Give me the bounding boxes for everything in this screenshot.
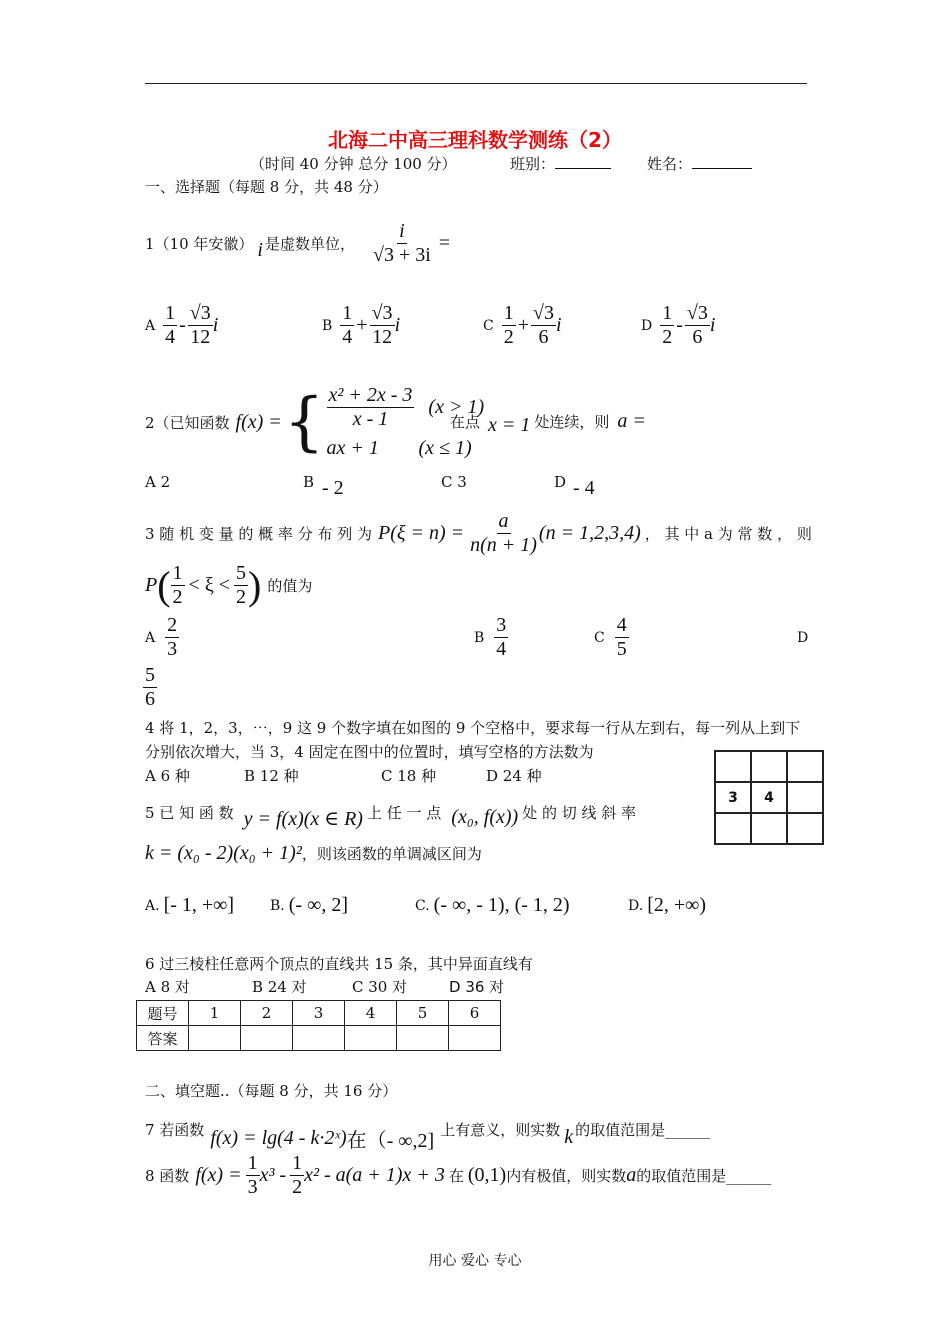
q3-formula-left: P(ξ = n) = — [378, 522, 465, 544]
q2-case2 — [327, 437, 485, 460]
q8-t1: x³ - — [259, 1164, 287, 1186]
q5-mid: 上 任 一 点 — [366, 804, 442, 822]
class-label: 班别： — [510, 155, 556, 173]
q2-option-d-value: - 4 — [573, 477, 595, 499]
q1-prefix: 1（10 年安徽） — [145, 235, 254, 253]
grid-cell — [751, 751, 787, 782]
option-i: i — [394, 314, 401, 336]
option-frac — [502, 302, 516, 349]
answer-cell[interactable] — [189, 1026, 241, 1051]
q2-mid: 在点 — [450, 413, 481, 431]
q8-frac1 — [246, 1152, 260, 1199]
answer-cell[interactable] — [397, 1026, 449, 1051]
q2-option-b-label[interactable]: B — [303, 473, 315, 491]
q7-tail: 上有意义，则实数 — [440, 1121, 561, 1139]
q4-option-a[interactable]: A 6 种 — [145, 767, 190, 785]
q3-option-d[interactable] — [797, 630, 818, 646]
answer-cell[interactable] — [345, 1026, 397, 1051]
grid-cell: 4 — [751, 782, 787, 813]
table-cell: 答案 — [137, 1026, 189, 1051]
q6-line1: 6 过三棱柱任意两个顶点的直线共 15 条，其中异面直线有 — [145, 955, 533, 973]
q1-eq: = — [438, 232, 451, 254]
option-label: B. — [270, 897, 285, 914]
option-frac — [165, 614, 179, 661]
name-blank[interactable] — [692, 154, 752, 169]
option-label: A — [145, 317, 156, 334]
answer-cell[interactable] — [449, 1026, 501, 1051]
q8-n2: 1 — [292, 1152, 303, 1174]
q4-line2: 分别依次增大，当 3，4 固定在图中的位置时，填写空格的方法数为 — [145, 743, 594, 761]
name-field[interactable] — [647, 153, 752, 174]
question-8 — [145, 1152, 771, 1199]
question-1 — [145, 220, 450, 267]
option-frac — [660, 302, 674, 349]
option-label: C — [483, 317, 494, 334]
q1-option-b[interactable] — [322, 302, 400, 349]
q2-fx: f(x) = — [235, 410, 282, 433]
q4-number-grid — [714, 750, 824, 845]
q3-frac-num: a — [498, 510, 509, 532]
table-cell: 3 — [293, 1001, 345, 1026]
q5-func: y = f(x)(x ∈ R) — [243, 808, 363, 830]
option-label: D — [641, 317, 653, 334]
option-label: B — [322, 317, 333, 334]
q2-case1-cond: (x > 1) — [428, 396, 485, 418]
option-operator: - — [179, 314, 186, 336]
q5-k-formula: k = (x₀ - 2)(x₀ + 1)² — [145, 842, 302, 864]
option-frac-num: 2 — [167, 614, 178, 636]
q2-case1-den: x - 1 — [352, 408, 389, 430]
q3-p-frac2 — [234, 562, 248, 609]
q3-p: P — [145, 574, 158, 596]
q3-line1-prefix: 3 随 机 变 量 的 概 率 分 布 列 为 — [145, 525, 372, 543]
option-label: D — [797, 630, 809, 646]
q7-interval: 在（- ∞,2] — [346, 1130, 435, 1152]
q2-brace: { — [283, 385, 325, 459]
q4-option-d[interactable]: D 24 种 — [486, 767, 542, 785]
q2-point: x = 1 — [488, 414, 531, 436]
option-frac-num: 1 — [662, 302, 673, 324]
q5-option-a[interactable] — [145, 894, 234, 917]
q3-left-paren: ( — [157, 562, 171, 608]
q3-line2 — [145, 562, 312, 609]
q5-option-b[interactable] — [270, 894, 348, 917]
q6-option-c[interactable]: C 30 对 — [352, 978, 408, 996]
table-cell: 4 — [345, 1001, 397, 1026]
option-value: [2, +∞) — [647, 894, 707, 916]
q8-mid: 在 — [448, 1167, 464, 1185]
q8-d2: 2 — [292, 1176, 303, 1198]
q8-a: a — [626, 1164, 637, 1186]
section2-heading: 二、填空题..（每题 8 分，共 16 分） — [145, 1082, 398, 1100]
q1-frac-num: i — [399, 220, 405, 242]
class-field[interactable] — [510, 153, 611, 174]
q8-n1: 1 — [247, 1152, 258, 1174]
grid-cell — [787, 751, 823, 782]
option-frac-den: 6 — [538, 326, 549, 348]
option-label: A. — [145, 897, 160, 914]
question-5 — [145, 794, 636, 831]
q4-line1: 4 将 1，2，3，⋯，9 这 9 个数字填在如图的 9 个空格中，要求每一行从左到右，每一列从上到下 — [145, 719, 801, 737]
option-frac-num: √3 — [371, 302, 393, 324]
q2-case2-expr: ax + 1 — [326, 437, 379, 459]
option-label: D. — [628, 897, 644, 914]
q6-option-d[interactable]: D 36 对 — [449, 978, 505, 996]
option-frac-den: 3 — [167, 638, 178, 660]
q7-tail2[interactable]: 的取值范围是______ — [575, 1121, 711, 1139]
option-label: A — [145, 629, 156, 646]
option-frac-den: 4 — [342, 326, 353, 348]
option-frac-num: 1 — [165, 302, 176, 324]
option-label: C. — [415, 897, 430, 914]
grid-cell: 3 — [715, 782, 751, 813]
option-frac — [685, 302, 710, 349]
table-cell: 1 — [189, 1001, 241, 1026]
option-i: i — [555, 314, 562, 336]
name-label: 姓名： — [647, 155, 693, 173]
grid-cell — [715, 751, 751, 782]
option-frac-den: 5 — [616, 638, 627, 660]
q3-p-d2: 2 — [236, 586, 247, 608]
option-label: C — [594, 629, 605, 646]
q8-interval: (0,1) — [467, 1164, 507, 1186]
q5-line2-tail: ，则该函数的单调减区间为 — [301, 845, 482, 863]
question-2 — [145, 384, 484, 460]
q8-tail2[interactable]: 的取值范围是______ — [636, 1167, 772, 1185]
q6-option-b[interactable]: B 24 对 — [252, 978, 307, 996]
q4-option-c[interactable]: C 18 种 — [381, 767, 437, 785]
q8-frac2 — [290, 1152, 304, 1199]
q2-tail — [450, 406, 646, 437]
q3-option-d-frac-num: 5 — [145, 664, 155, 686]
option-operator: + — [517, 314, 529, 336]
class-blank[interactable] — [555, 154, 611, 169]
exam-time: （时间 40 分钟 总分 100 分） — [250, 155, 457, 173]
option-frac — [531, 302, 556, 349]
answer-cell[interactable] — [293, 1026, 345, 1051]
q1-option-a[interactable] — [145, 302, 218, 349]
table-cell: 6 — [449, 1001, 501, 1026]
option-frac-den: 2 — [662, 326, 673, 348]
q2-option-d-label[interactable]: D — [554, 473, 567, 491]
q3-option-d-frac — [143, 664, 157, 711]
q2-a: a = — [617, 410, 646, 432]
option-frac — [494, 614, 508, 661]
answer-table-header-row — [137, 1001, 501, 1026]
option-frac — [370, 302, 395, 349]
q5-prefix: 5 已 知 函 数 — [145, 804, 234, 822]
exam-info — [250, 153, 457, 174]
q5-line2 — [145, 842, 482, 865]
option-operator: - — [676, 314, 683, 336]
q3-option-b[interactable] — [474, 614, 508, 661]
q1-text: 是虚数单位， — [264, 235, 355, 253]
table-cell: 2 — [241, 1001, 293, 1026]
q2-tail-text: 处连续，则 — [534, 413, 610, 431]
q4-option-b[interactable]: B 12 种 — [244, 767, 299, 785]
option-frac-num: √3 — [189, 302, 211, 324]
q3-formula-right: (n = 1,2,3,4) — [538, 522, 641, 544]
grid-cell — [787, 782, 823, 813]
page-footer: 用心 爱心 专心 — [428, 1253, 522, 1269]
option-frac-num: 1 — [503, 302, 514, 324]
option-frac-num: 4 — [616, 614, 627, 636]
q1-option-d[interactable] — [641, 302, 715, 349]
q5-point: (x₀, f(x)) — [451, 806, 519, 828]
q2-case2-cond: (x ≤ 1) — [418, 437, 472, 459]
answer-cell[interactable] — [241, 1026, 293, 1051]
option-value: (- ∞, 2] — [288, 894, 348, 916]
q3-frac-den: n(n + 1) — [470, 534, 537, 556]
grid-cell — [751, 813, 787, 844]
q3-p-d1: 2 — [172, 586, 183, 608]
option-frac-den: 6 — [692, 326, 703, 348]
option-frac-den: 12 — [372, 326, 393, 348]
q2-option-c[interactable]: C 3 — [441, 473, 467, 491]
q7-prefix: 7 若函数 — [145, 1121, 205, 1139]
option-frac-num: √3 — [686, 302, 708, 324]
table-cell: 题号 — [137, 1001, 189, 1026]
option-i: i — [212, 314, 219, 336]
q8-prefix: 8 函数 — [145, 1167, 190, 1185]
option-frac — [340, 302, 354, 349]
q2-option-b-value: - 2 — [322, 477, 344, 499]
q2-prefix: 2（已知函数 — [145, 413, 230, 432]
option-frac — [188, 302, 213, 349]
q8-func-left: f(x) = — [195, 1164, 242, 1186]
q3-option-d-frac-den: 6 — [145, 688, 155, 710]
option-value: (- ∞, - 1), (- 1, 2) — [433, 894, 570, 916]
grid-cell — [787, 813, 823, 844]
question-7 — [145, 1106, 710, 1153]
option-frac-num: √3 — [533, 302, 554, 324]
option-frac — [163, 302, 177, 349]
q2-option-a[interactable]: A 2 — [145, 473, 171, 491]
q3-line1-tail: ， 其 中 a 为 常 数 ， 则 — [644, 525, 812, 543]
q1-frac-den: √3 + 3i — [372, 244, 431, 266]
answer-table — [136, 1000, 501, 1051]
option-frac-den: 12 — [190, 326, 211, 348]
q3-fraction — [468, 510, 539, 557]
option-i: i — [709, 314, 716, 336]
q3-p-frac1 — [171, 562, 185, 609]
q5-tail: 处 的 切 线 斜 率 — [522, 804, 637, 822]
option-frac-num: 1 — [342, 302, 353, 324]
table-cell: 5 — [397, 1001, 449, 1026]
option-frac — [615, 614, 629, 661]
option-frac-den: 4 — [165, 326, 176, 348]
grid-cell — [715, 813, 751, 844]
question-3 — [145, 510, 812, 557]
page-title: 北海二中高三理科数学测练（2） — [328, 128, 622, 152]
answer-table-answer-row — [137, 1026, 501, 1051]
q5-option-c[interactable] — [415, 894, 570, 917]
section1-heading: 一、选择题（每题 8 分，共 48 分） — [145, 178, 388, 196]
q3-option-c[interactable] — [594, 614, 629, 661]
q3-line2-tail: 的值为 — [267, 577, 313, 595]
q1-option-c[interactable] — [483, 302, 562, 349]
q5-option-d[interactable] — [628, 894, 706, 917]
q3-p-n2: 5 — [236, 562, 247, 584]
q3-p-mid: < ξ < — [188, 574, 231, 596]
q6-option-a[interactable]: A 8 对 — [145, 978, 190, 996]
option-frac-den: 4 — [496, 638, 507, 660]
q8-tail: 内有极值，则实数 — [506, 1167, 627, 1185]
q2-case1-num: x² + 2x - 3 — [328, 384, 413, 406]
q8-t2: x² - a(a + 1)x + 3 — [304, 1164, 445, 1186]
header-rule — [145, 83, 807, 84]
option-value: [- 1, +∞] — [163, 894, 235, 916]
option-operator: + — [356, 314, 368, 336]
q3-right-paren: ) — [248, 562, 262, 608]
q3-p-n1: 1 — [172, 562, 183, 584]
q2-case1-frac — [327, 384, 415, 431]
option-frac-num: 3 — [496, 614, 507, 636]
q7-func: f(x) = lg(4 - k·2ˣ) — [210, 1127, 347, 1149]
q7-k: k — [564, 1126, 574, 1148]
q1-fraction — [371, 220, 433, 267]
option-label: B — [474, 629, 485, 646]
q8-d1: 3 — [247, 1176, 258, 1198]
q3-option-a[interactable] — [145, 614, 179, 661]
option-frac-den: 2 — [503, 326, 514, 348]
q1-i: i — [257, 239, 263, 261]
